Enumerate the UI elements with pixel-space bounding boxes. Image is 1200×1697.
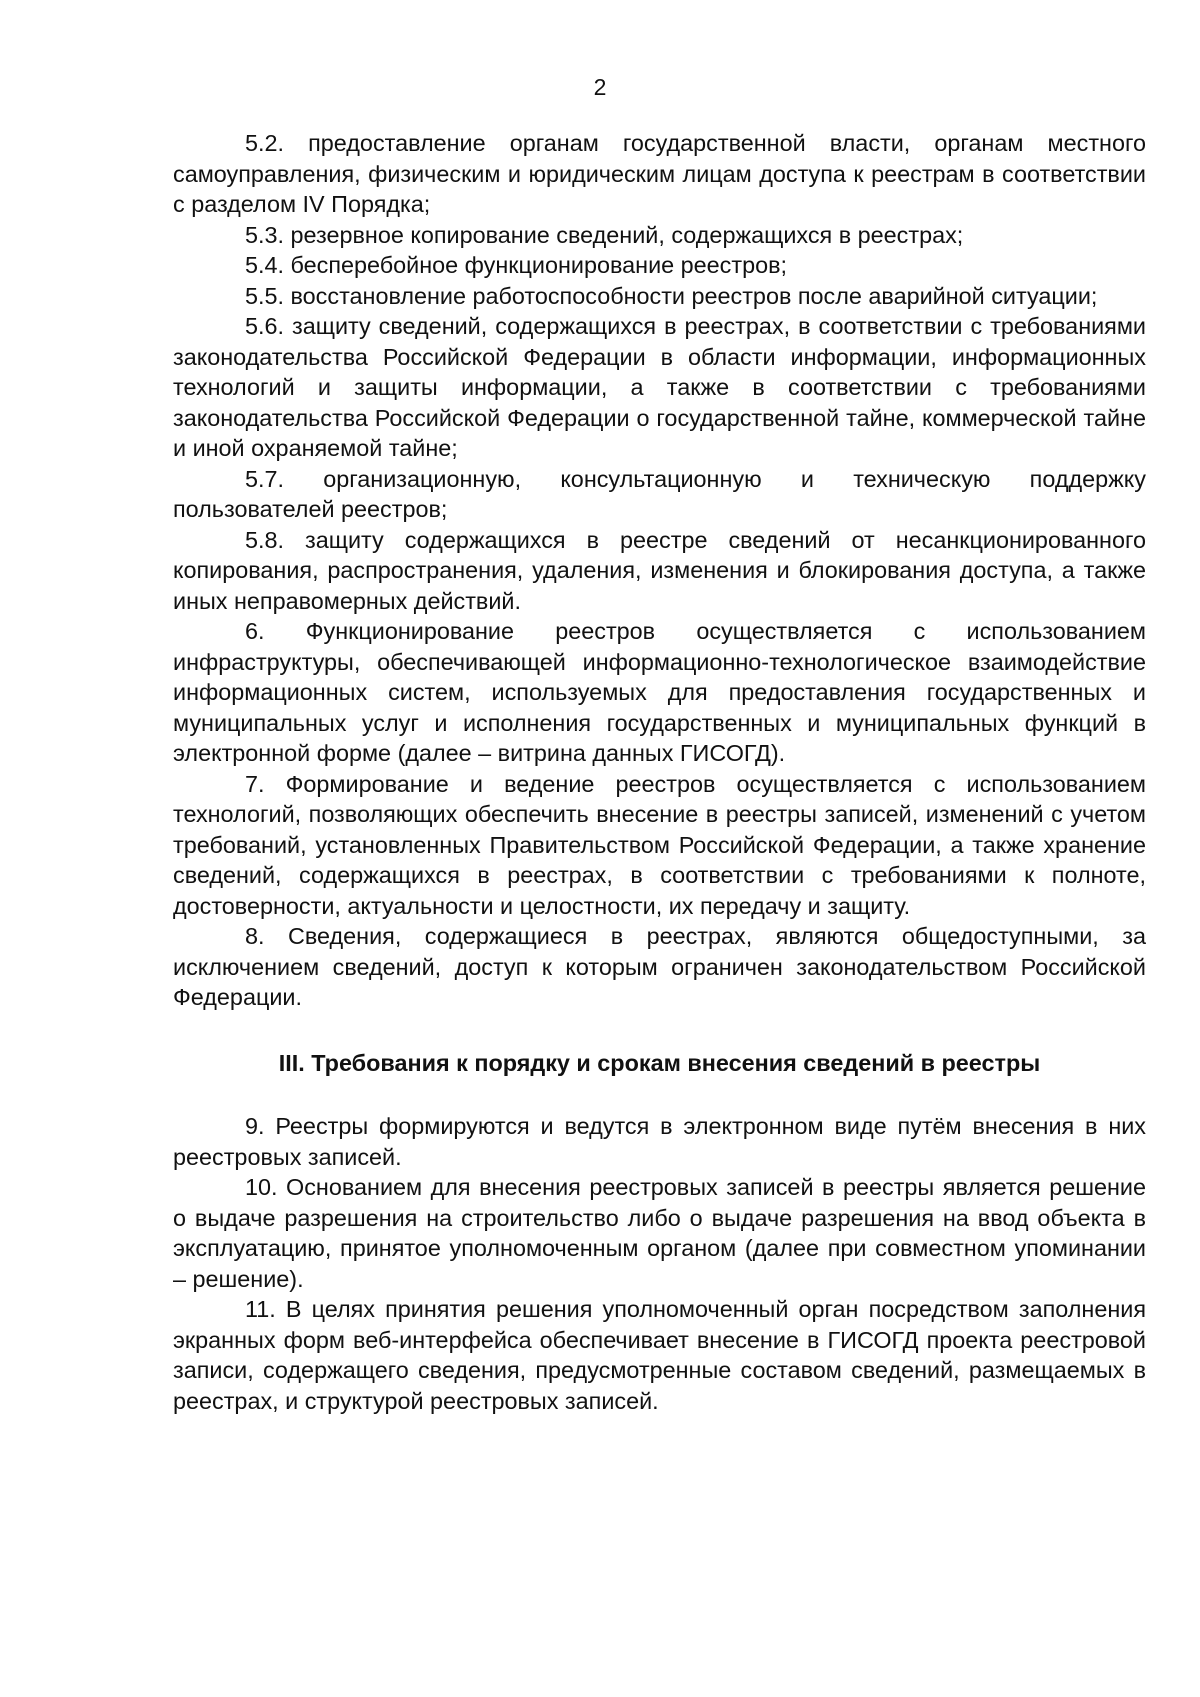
paragraph-5-4: 5.4. бесперебойное функционирование реестров;: [245, 252, 788, 278]
paragraph-9: 9. Реестры формируются и ведутся в электронном виде путём внесения в них реестровых записей.: [173, 1113, 1146, 1170]
paragraph-6: 6. Функционирование реестров осуществляется с использованием инфраструктуры, обеспечивающей информационно-технологическое взаимодействие информационных систем, используемых для предоставления государственных и муниципальных услуг и исполнения государственных и муниципальных функций в электронной форме (далее – витрина данных ГИСОГД).: [173, 618, 1146, 766]
paragraph-11: 11. В целях принятия решения уполномоченный орган посредством заполнения экранных форм веб-интерфейса обеспечивает внесение в ГИСОГД проекта реестровой записи, содержащего сведения, предусмотренные составом сведений, размещаемых в реестрах, и структурой реестровых записей.: [173, 1296, 1146, 1414]
paragraph-5-8: 5.8. защиту содержащихся в реестре сведений от несанкционированного копирования, распространения, удаления, изменения и блокирования доступа, а также иных неправомерных действий.: [173, 526, 1146, 614]
paragraph-5-7: 5.7. организационную, консультационную и техническую поддержку пользователей реестров;: [173, 465, 1146, 522]
paragraph-5-2: 5.2. предоставление органам государственной власти, органам местного самоуправления, физическим и юридическим лицам доступа к реестрам в соответствии с разделом IV Порядка;: [173, 130, 1146, 217]
paragraph-5-6: 5.6. защиту сведений, содержащихся в реестрах, в соответствии с требованиями законодательства Российской Федерации в области информации, информационных технологий и защиты информации, а также в соответствии с требованиями законодательства Российской Федерации о государственной тайне, коммерческой тайне и иной охраняемой тайне;: [173, 313, 1146, 461]
document-body: [173, 128, 1146, 1416]
section-heading: III. Требования к порядку и срокам внесения сведений в реестры: [278, 1049, 1041, 1076]
paragraph-5-5: 5.5. восстановление работоспособности реестров после аварийной ситуации;: [245, 282, 1098, 309]
paragraph-7: 7. Формирование и ведение реестров осуществляется с использованием технологий, позволяющих обеспечить внесение в реестры записей, изменений с учетом требований, установленных Правительством Российской Федерации, а также хранение сведений, содержащихся в реестрах, в соответствии с требованиями к полноте, достоверности, актуальности и целостности, их передачу и защиту.: [173, 770, 1146, 919]
paragraph-10: 10. Основанием для внесения реестровых записей в реестры является решение о выдаче разрешения на строительство либо о выдаче разрешения на ввод объекта в эксплуатацию, принятое уполномоченным органом (далее при совместном упоминании – решение).: [173, 1174, 1146, 1292]
page-number: 2: [593, 74, 607, 100]
paragraph-8: 8. Сведения, содержащиеся в реестрах, являются общедоступными, за исключением сведений, доступ к которым ограничен законодательством Российской Федерации.: [173, 923, 1146, 1010]
paragraph-5-3: 5.3. резервное копирование сведений, содержащихся в реестрах;: [245, 221, 964, 248]
